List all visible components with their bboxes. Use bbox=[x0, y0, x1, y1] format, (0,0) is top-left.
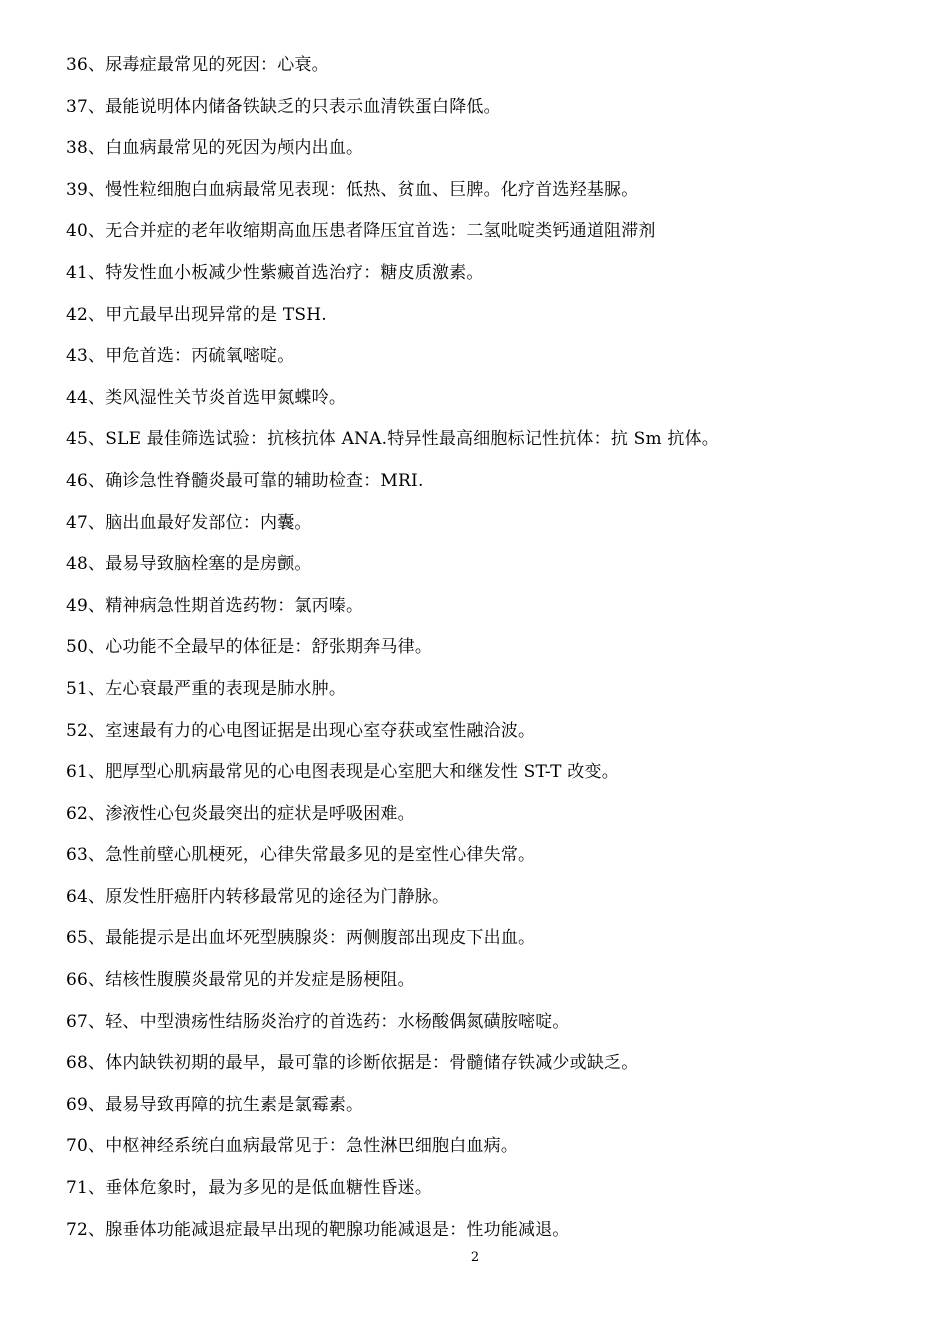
text-line: 61、肥厚型心肌病最常见的心电图表现是心室肥大和继发性 ST-T 改变。 bbox=[66, 762, 619, 783]
text-line: 49、精神病急性期首选药物：氯丙嗪。 bbox=[66, 595, 364, 616]
text-line: 37、最能说明体内储备铁缺乏的只表示血清铁蛋白降低。 bbox=[66, 96, 501, 117]
text-line: 38、白血病最常见的死因为颅内出血。 bbox=[66, 138, 364, 159]
text-line: 43、甲危首选：丙硫氧嘧啶。 bbox=[66, 346, 295, 367]
text-line: 39、慢性粒细胞白血病最常见表现：低热、贫血、巨脾。化疗首选羟基脲。 bbox=[66, 179, 639, 200]
text-line: 65、最能提示是出血坏死型胰腺炎：两侧腹部出现皮下出血。 bbox=[66, 928, 536, 949]
text-line: 70、中枢神经系统白血病最常见于：急性淋巴细胞白血病。 bbox=[66, 1136, 519, 1157]
text-line: 51、左心衰最严重的表现是肺水肿。 bbox=[66, 678, 347, 699]
text-line: 69、最易导致再障的抗生素是氯霉素。 bbox=[66, 1094, 364, 1115]
text-line: 68、体内缺铁初期的最早，最可靠的诊断依据是：骨髓储存铁减少或缺乏。 bbox=[66, 1053, 639, 1074]
text-line: 67、轻、中型溃疡性结肠炎治疗的首选药：水杨酸偶氮磺胺嘧啶。 bbox=[66, 1011, 570, 1032]
text-line: 48、最易导致脑栓塞的是房颤。 bbox=[66, 554, 312, 575]
text-line: 52、室速最有力的心电图证据是出现心室夺获或室性融洽波。 bbox=[66, 720, 536, 741]
page-number: 2 bbox=[470, 1250, 480, 1265]
text-line: 45、SLE 最佳筛选试验：抗核抗体 ANA.特异性最高细胞标记性抗体：抗 Sm 抗体。 bbox=[66, 429, 719, 450]
text-line: 40、无合并症的老年收缩期高血压患者降压宜首选：二氢吡啶类钙通道阻滞剂 bbox=[66, 221, 656, 242]
text-line: 42、甲亢最早出现异常的是 TSH. bbox=[66, 304, 327, 325]
text-line: 46、确诊急性脊髓炎最可靠的辅助检查：MRI. bbox=[66, 470, 424, 491]
text-line: 44、类风湿性关节炎首选甲氮蝶呤。 bbox=[66, 387, 347, 408]
line-list bbox=[66, 52, 926, 1258]
text-line: 62、渗液性心包炎最突出的症状是呼吸困难。 bbox=[66, 803, 415, 824]
text-line: 72、腺垂体功能减退症最早出现的靶腺功能减退是：性功能减退。 bbox=[66, 1219, 570, 1240]
text-line: 71、垂体危象时，最为多见的是低血糖性昏迷。 bbox=[66, 1178, 433, 1199]
text-line: 41、特发性血小板减少性紫癜首选治疗：糖皮质激素。 bbox=[66, 262, 484, 283]
text-line: 47、脑出血最好发部位：内囊。 bbox=[66, 512, 312, 533]
text-line: 50、心功能不全最早的体征是：舒张期奔马律。 bbox=[66, 637, 433, 658]
text-line: 63、急性前壁心肌梗死，心律失常最多见的是室性心律失常。 bbox=[66, 845, 536, 866]
text-line: 36、尿毒症最常见的死因：心衰。 bbox=[66, 55, 329, 75]
text-line: 64、原发性肝癌肝内转移最常见的途径为门静脉。 bbox=[66, 886, 450, 907]
text-line: 66、结核性腹膜炎最常见的并发症是肠梗阻。 bbox=[66, 970, 415, 991]
